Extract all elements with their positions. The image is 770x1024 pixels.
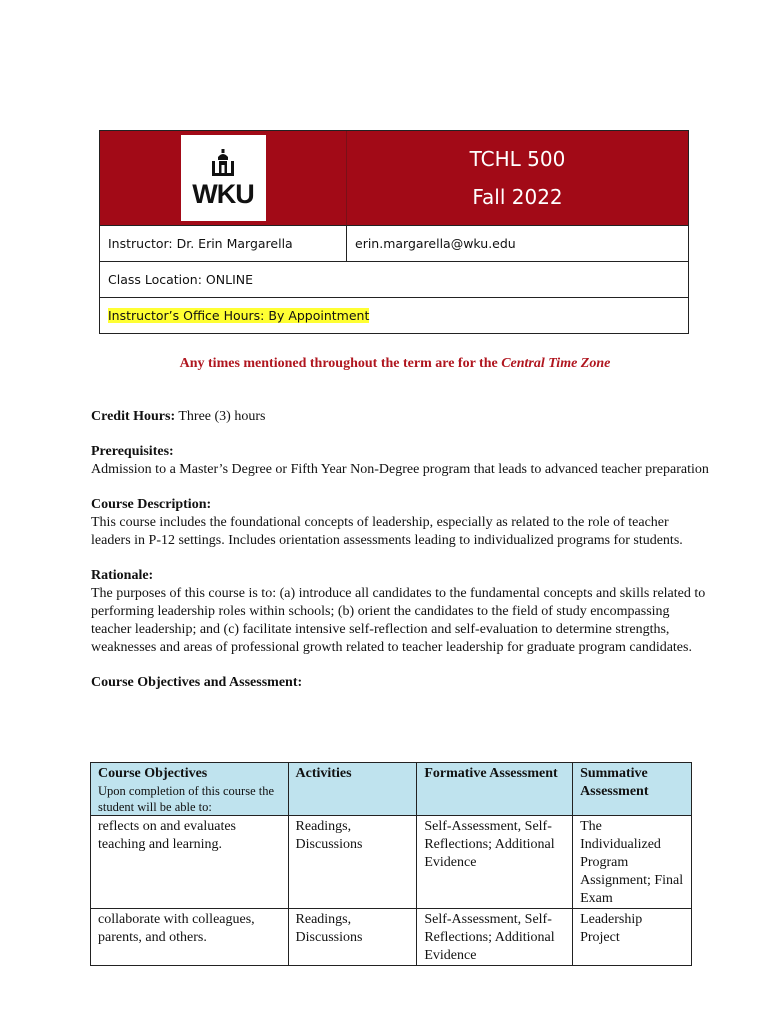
wku-logo <box>181 135 266 221</box>
credit-hours: Credit Hours: Three (3) hours <box>91 409 266 424</box>
course-header-table <box>99 130 689 334</box>
cupola-icon <box>208 149 238 179</box>
course-description: Course Description: This course includes the foundational concepts of leadership, especially as related to the role of teacher leaders in P-12 settings. Includes orientation assessments leading to individualized programs for students. <box>91 497 683 548</box>
header-banner <box>100 131 688 226</box>
class-location: Class Location: ONLINE <box>108 272 254 287</box>
activity-cell: Readings, Discussions <box>288 816 417 909</box>
col-objectives: Course Objectives Upon completion of this course the student will be able to: <box>91 763 289 816</box>
location-row <box>100 262 688 298</box>
logo-cell <box>100 131 347 225</box>
col-formative: Formative Assessment <box>417 763 573 816</box>
office-hours: Instructor’s Office Hours: By Appointment <box>108 308 370 323</box>
table-row <box>91 909 692 966</box>
instructor-row <box>100 226 688 262</box>
col-summative: Summative Assessment <box>573 763 692 816</box>
logo-text: WKU <box>192 178 254 209</box>
rationale: Rationale: The purposes of this course is to: (a) introduce all candidates to the fundamental concepts and skills related to performing leadership roles within schools; (b) orient the candidates to the field of study encompassing teacher leadership; and (c) facilitate intensive self-reflection and self-evaluation to determine strengths, weaknesses and areas of professional growth related to teacher leadership for graduate program candidates. <box>91 568 706 655</box>
syllabus-body <box>91 408 711 709</box>
objectives-heading: Course Objectives and Assessment: <box>91 675 303 690</box>
table-header-row <box>91 763 692 816</box>
instructor-name: Instructor: Dr. Erin Margarella <box>100 226 347 261</box>
time-zone-emphasis: Central Time Zone <box>501 356 611 371</box>
instructor-email[interactable]: erin.margarella@wku.edu <box>355 236 516 251</box>
formative-cell: Self-Assessment, Self-Reflections; Additional Evidence <box>417 909 573 966</box>
summative-cell: Leadership Project <box>573 909 692 966</box>
activity-cell: Readings, Discussions <box>288 909 417 966</box>
formative-cell: Self-Assessment, Self-Reflections; Additional Evidence <box>417 816 573 909</box>
prerequisites: Prerequisites: Admission to a Master’s Degree or Fifth Year Non-Degree program that leads to advanced teacher preparation <box>91 444 709 477</box>
objective-cell: reflects on and evaluates teaching and learning. <box>91 816 289 909</box>
time-zone-notice: Any times mentioned throughout the term are for the Central Time Zone <box>179 356 611 371</box>
objectives-table <box>90 762 692 966</box>
course-term: Fall 2022 <box>472 185 563 209</box>
table-row <box>91 816 692 909</box>
objective-cell: collaborate with colleagues, parents, and others. <box>91 909 289 966</box>
col-activities: Activities <box>288 763 417 816</box>
office-hours-row <box>100 298 688 333</box>
course-code: TCHL 500 <box>469 147 566 171</box>
summative-cell: The Individualized Program Assignment; Final Exam <box>573 816 692 909</box>
course-title-cell <box>347 131 688 225</box>
